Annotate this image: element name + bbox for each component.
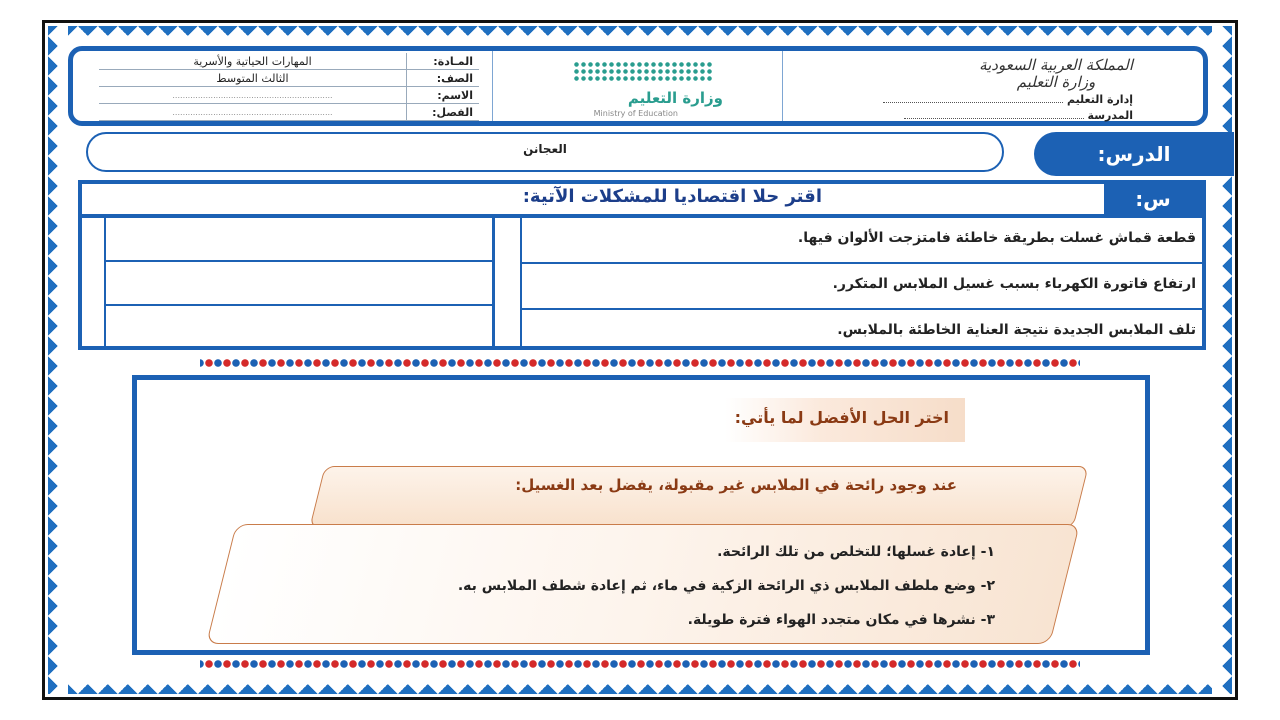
answer-cell[interactable]	[106, 308, 494, 352]
choose-header: اختر الحل الأفضل لما يأتي:	[734, 408, 949, 427]
option-3[interactable]: ٣- نشرها في مكان متجدد الهواء فترة طويلة.	[687, 612, 995, 628]
question-block	[78, 180, 1206, 350]
grade-label: الصف:	[407, 70, 480, 87]
student-info-table	[99, 53, 479, 121]
grade-value: الثالث المتوسط	[99, 70, 407, 87]
lesson-name-box	[86, 132, 1004, 172]
grade-row	[99, 70, 479, 87]
name-row	[99, 87, 479, 104]
subject-value: المهارات الحياتية والأسرية	[99, 53, 407, 70]
zigzag-border-left	[48, 26, 68, 694]
zigzag-border-top	[48, 26, 1232, 46]
worksheet-header	[68, 46, 1208, 126]
kingdom-logo	[979, 57, 1133, 91]
answer-cell[interactable]	[106, 218, 494, 262]
moe-logo-section	[492, 51, 783, 121]
school-row	[904, 109, 1133, 122]
ministry-name-calligraphy: وزارة التعليم	[1016, 73, 1096, 91]
class-row	[99, 104, 479, 121]
subject-row	[99, 53, 479, 70]
education-admin-row	[883, 93, 1133, 106]
school-blank	[904, 118, 1084, 119]
education-admin-blank	[883, 102, 1063, 103]
moe-logo-text: وزارة التعليم	[627, 89, 723, 107]
question-header	[82, 184, 1202, 218]
lesson-name: العجانن	[523, 142, 567, 156]
moe-logo-icon	[573, 61, 713, 83]
problem-text: ارتفاع فاتورة الكهرباء بسبب غسيل الملابس المتكرر.	[832, 276, 1196, 292]
subject-label: المـادة:	[407, 53, 480, 70]
zigzag-border-right	[1212, 26, 1232, 694]
zigzag-border-bottom	[48, 674, 1232, 694]
problem-text: قطعة قماش غسلت بطريقة خاطئة فامتزجت الألوان فيها.	[797, 230, 1196, 246]
kingdom-section	[782, 51, 1203, 121]
education-admin-label: إدارة التعليم	[1066, 93, 1133, 106]
question-title: اقتر حلا اقتصاديا للمشكلات الآتية:	[522, 186, 822, 207]
answer-cell[interactable]	[106, 262, 494, 306]
problem-text: تلف الملابس الجديدة نتيجة العناية الخاطئة بالملابس.	[837, 322, 1196, 338]
name-blank[interactable]: ...............................................................	[99, 87, 407, 104]
bead-separator-top	[200, 358, 1080, 368]
kingdom-name: المملكة العربية السعودية	[979, 56, 1133, 74]
choose-section	[132, 375, 1150, 655]
name-label: الاسم:	[407, 87, 480, 104]
option-1[interactable]: ١- إعادة غسلها؛ للتخلص من تلك الرائحة.	[717, 544, 995, 560]
option-2[interactable]: ٢- وضع ملطف الملابس ذي الرائحة الزكية في ماء، ثم إعادة شطف الملابس به.	[457, 578, 995, 594]
moe-logo-english: Ministry of Education	[593, 109, 678, 118]
bead-separator-bottom	[200, 659, 1080, 669]
student-info	[99, 53, 479, 123]
class-label: الفصل:	[407, 104, 480, 121]
lesson-tab: الدرس:	[1034, 132, 1234, 176]
choose-question: عند وجود رائحة في الملابس غير مقبولة، يفضل بعد الغسيل:	[515, 476, 957, 494]
choose-header-box	[725, 398, 965, 442]
problem-rows	[82, 218, 1202, 346]
class-blank[interactable]: ...............................................................	[99, 104, 407, 121]
question-tab: س:	[1104, 184, 1202, 214]
school-label: المدرسة	[1087, 109, 1133, 122]
